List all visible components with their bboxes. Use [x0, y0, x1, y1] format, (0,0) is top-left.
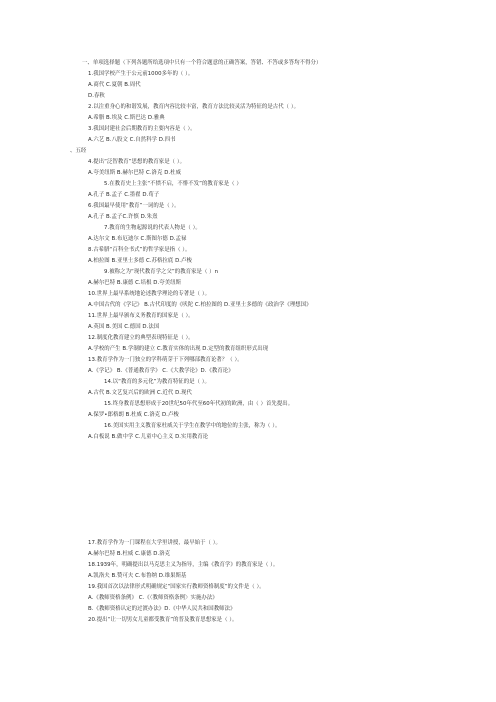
question-14: 14.以“教育的多元化”为教育特征的是（ ）。 [104, 379, 210, 385]
options-9: A.赫尔巴特 B.康德 C.培根 D.夸美纽斯 [88, 280, 182, 286]
options-6: A.孔子 B.孟子C.许慎 D.朱熹 [88, 214, 158, 220]
options-3b: 、五经 [70, 148, 87, 154]
options-8: A.柏拉图 B.亚里士多德 C.苏格拉底 D.卢梭 [88, 258, 192, 264]
question-5: 5.在教育史上主张“不愤不启，不悱不发”的教育家是（ ） [104, 181, 242, 187]
question-2: 2.以注重身心的和谐发展，教育内容比较丰富，教育方法比较灵活为特征的是古代（ ）。 [88, 104, 300, 110]
options-16: A.白板说 B.做中学 C.儿童中心主义 D.实用教育论 [88, 434, 209, 440]
options-5: A.孔子 B.孟子 C.墨翟 D.荀子 [88, 192, 160, 198]
question-13: 13.教育学作为一门独立的学科萌芽于下列哪部教育论著？（ ）。 [88, 357, 243, 363]
question-9: 9.被称之为“现代教育学之父”的教育家是（ ）n [104, 269, 219, 275]
options-17: A.赫尔巴特 B.杜威 C.康德 D.洛克 [88, 551, 171, 557]
options-4: A.夸美纽斯 B.赫尔巴特 C.洛克 D.杜威 [88, 170, 182, 176]
question-8: 8.古希腊“百科全书式”的哲学家是指（ ）。 [88, 247, 191, 253]
question-17: 17.教育学作为一门课程在大学里讲授，最早始于（ ）。 [88, 540, 221, 546]
options-19: A.《教师资格条例》 C.《〈教师资格条例〉实施办法》 [88, 595, 218, 601]
options-13: A.《学记》 B.《普通教育学》 C.《大教学论》D.《教育论》 [88, 368, 234, 374]
question-20: 20.提出“让一切男女儿童都受教育”的普及教育思想家是（ ）。 [88, 617, 238, 623]
section-heading: 一、单项选择题（下列各题所给选项中只有一个符合题意的正确答案，答错、不答或多答均不得分） [82, 60, 322, 66]
question-10: 10.世界上最早系统地论述教学理论的专著是（ ）。 [88, 291, 211, 297]
options-15: A.保罗•郎格朗 B.杜威 C.洛克 D.卢梭 [88, 412, 179, 418]
question-15: 15.终身教育思想形成于20世纪50年代至60年代初的欧洲，由（ ）首先提出。 [104, 401, 294, 407]
question-1: 1.我国学校产生于公元前1000多年的（ ）。 [88, 71, 194, 77]
options-1b: D.春秋 [88, 93, 105, 99]
question-3: 3.我国封建社会后期教育的主要内容是（ ）。 [88, 126, 196, 132]
options-10: A.中国古代的《学记》 B.古代印度的《吠陀 C.柏拉图的 D.亚里士多德的《政治学《理想国》 [88, 302, 312, 308]
options-7: A.达尔文 B.布厄迪尔 C.斯图尔德 D.孟禄 [88, 236, 187, 242]
question-19: 19.我国首次以法律形式明确规定“国家实行教师资格制度”的文件是（ ）。 [88, 584, 265, 590]
options-12: A.学校的产生 B.学制的建立 C.教育实体的出现 D.定型的教育组织形式出现 [88, 346, 269, 352]
question-7: 7.教育的生物起源说的代表人物是（ ）。 [104, 225, 201, 231]
options-3: A.六艺 B.八股文 C.自然科学 D.四书 [88, 137, 176, 143]
options-18: A.凯洛夫 B.赞可夫 C.布鲁纳 D.维果斯基 [88, 573, 187, 579]
question-18: 18.1939年，明确提出以马克思主义为指导，主编《教育学》的教育家是（ ）。 [88, 562, 279, 568]
options-19b: B.《教师资格认定的过渡办法》D.《中华人民共和国教师法》 [88, 606, 236, 612]
question-11: 11.世界上最早颁布义务教育的国家是（ ）。 [88, 313, 194, 319]
options-14: A.古代 B.文艺复兴后的欧洲 C.近代 D.现代 [88, 390, 192, 396]
question-16: 16.美国实用主义教育家杜威关于学生在教学中的地位的主张，称为（ ）。 [104, 423, 281, 429]
options-1: A.商代 C.夏朝 B.周代 [88, 82, 141, 88]
question-12: 12.制度化教育建立的典型表现特征是（ ）。 [88, 335, 194, 341]
question-6: 6.我国最早使用“教育”一词的是（ ）。 [88, 203, 180, 209]
question-4: 4.提出“泛智教育”思想的教育家是（ ）。 [88, 159, 186, 165]
options-11: A.英国 B.美国 C.德国 D.法国 [88, 324, 160, 330]
options-2: A.希腊 B.埃及 C.斯巴达 D.雅典 [88, 115, 165, 121]
